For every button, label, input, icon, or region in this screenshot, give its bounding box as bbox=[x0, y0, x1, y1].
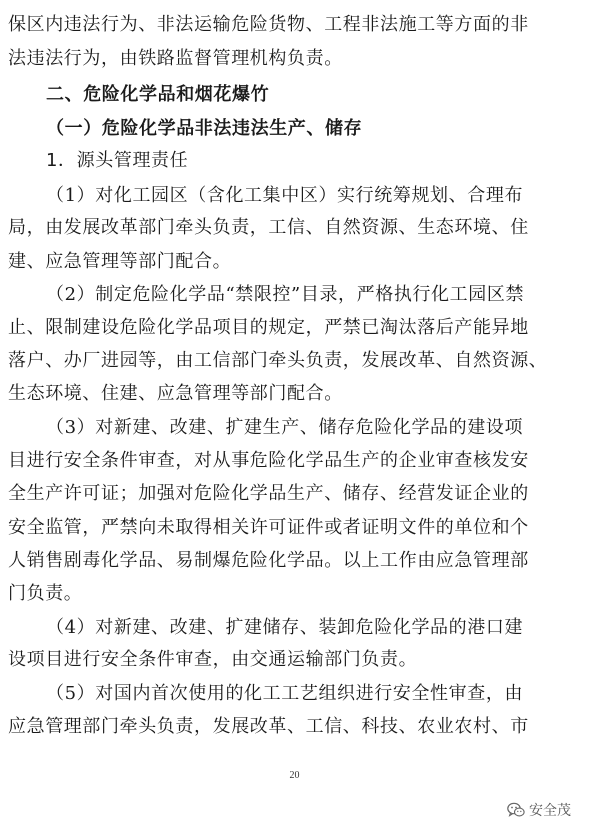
subsection-heading: （一）危险化学品非法违法生产、储存 bbox=[46, 118, 363, 139]
watermark-text: 安全茂 bbox=[529, 803, 571, 819]
text-line: 保区内违法行为、非法运输危险货物、工程非法施工等方面的非 bbox=[8, 14, 529, 35]
paragraph-line: 建、应急管理等部门配合。 bbox=[8, 251, 232, 272]
wechat-icon bbox=[507, 802, 525, 818]
paragraph-line: 门负责。 bbox=[8, 583, 83, 604]
paragraph-line: 安全监管，严禁向未取得相关许可证件或者证明文件的单位和个 bbox=[8, 517, 529, 538]
item-heading: 1．源头管理责任 bbox=[46, 150, 189, 171]
paragraph-line: 人销售剧毒化学品、易制爆危险化学品。以上工作由应急管理部 bbox=[8, 550, 529, 571]
text-line: 法违法行为，由铁路监督管理机构负责。 bbox=[8, 48, 343, 69]
paragraph-line: 目进行安全条件审查，对从事危险化学品生产的企业审查核发安 bbox=[8, 450, 529, 471]
paragraph-line: （4）对新建、改建、扩建储存、装卸危险化学品的港口建 bbox=[46, 617, 524, 638]
paragraph-line: （5）对国内首次使用的化工工艺组织进行安全性审查，由 bbox=[46, 683, 524, 704]
paragraph-line: 全生产许可证；加强对危险化学品生产、储存、经营发证企业的 bbox=[8, 483, 529, 504]
paragraph-line: 应急管理部门牵头负责，发展改革、工信、科技、农业农村、市 bbox=[8, 716, 529, 737]
page-number: 20 bbox=[289, 770, 300, 781]
paragraph-line: 设项目进行安全条件审查，由交通运输部门负责。 bbox=[8, 649, 418, 670]
paragraph-line: 局，由发展改革部门牵头负责，工信、自然资源、生态环境、住 bbox=[8, 217, 529, 238]
paragraph-line: （2）制定危险化学品“禁限控”目录，严格执行化工园区禁 bbox=[46, 284, 525, 305]
paragraph-line: 生态环境、住建、应急管理等部门配合。 bbox=[8, 383, 343, 404]
paragraph-line: （3）对新建、改建、扩建生产、储存危险化学品的建设项 bbox=[46, 417, 524, 438]
watermark bbox=[507, 800, 571, 820]
paragraph-line: 止、限制建设危险化学品项目的规定，严禁已淘汰落后产能异地 bbox=[8, 317, 529, 338]
section-heading: 二、危险化学品和烟花爆竹 bbox=[46, 84, 270, 105]
paragraph-line: （1）对化工园区（含化工集中区）实行统筹规划、合理布 bbox=[46, 185, 524, 206]
paragraph-line: 落户、办厂进园等，由工信部门牵头负责，发展改革、自然资源、 bbox=[8, 350, 548, 371]
